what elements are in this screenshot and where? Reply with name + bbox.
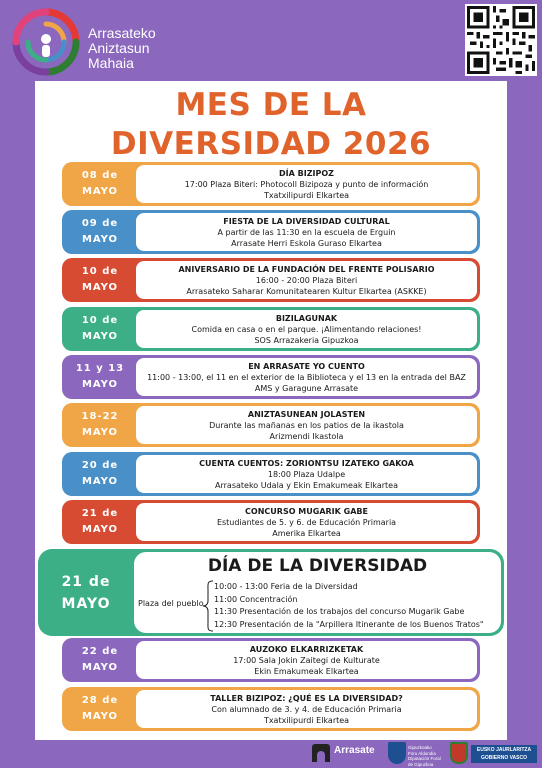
date-day: 28 de: [81, 695, 119, 706]
date-day: 10 de: [81, 315, 119, 326]
event-organizer: Arrasateko Udala y Ekin Emakumeak Elkartea: [215, 480, 398, 490]
euskadi-line: GOBIERNO VASCO: [480, 755, 528, 761]
schedule-item: 10:00 - 13:00 Feria de la Diversidad: [214, 582, 358, 591]
event-row: [62, 210, 480, 254]
event-row: [62, 307, 480, 351]
event-name: FIESTA DE LA DIVERSIDAD CULTURAL: [223, 216, 390, 226]
event-date: [62, 258, 138, 302]
event-date: [62, 307, 138, 351]
event-details: [136, 310, 477, 348]
event-name: AUZOKO ELKARRIZKETAK: [249, 644, 364, 654]
event-date: [62, 210, 138, 254]
event-organizer: Arizmendi Ikastola: [269, 431, 344, 441]
event-row: [62, 500, 480, 544]
event-details: [136, 165, 477, 203]
diversity-ring-logo: [10, 6, 82, 78]
event-row: [62, 355, 480, 399]
arrasate-logo: [312, 742, 384, 766]
poster-title-line-2: DIVERSIDAD 2026: [110, 126, 432, 162]
event-details: [136, 455, 477, 493]
event-row: [62, 403, 480, 447]
main-event-date: [38, 549, 134, 636]
event-date: [62, 500, 138, 544]
event-row: [62, 687, 480, 731]
event-name: CUENTA CUENTOS: ZORIONTSU IZATEKO GAKOA: [199, 458, 414, 468]
qr-code-icon[interactable]: [465, 4, 537, 76]
event-date: [62, 162, 138, 206]
main-event-body: [134, 552, 501, 633]
euskadi-line: EUSKO JAURLARITZA: [476, 747, 532, 753]
date-month: MAYO: [81, 524, 119, 535]
event-date: [62, 452, 138, 496]
event-date: [62, 355, 138, 399]
arrasate-arch-icon: [312, 744, 330, 762]
date-month: MAYO: [81, 282, 119, 293]
event-info: 18:00 Plaza Udalpe: [267, 469, 346, 479]
event-date: [62, 638, 138, 682]
event-details: [136, 503, 477, 541]
event-date: [62, 403, 138, 447]
event-name: CONCURSO MUGARIK GABE: [245, 506, 368, 516]
basque-arms-icon: [450, 742, 468, 764]
eusko-jaurlaritza-label: [471, 745, 537, 763]
event-organizer: Txatxilipurdi Elkartea: [263, 190, 350, 200]
event-info: 11:00 - 13:00, el 11 en el exterior de la Biblioteca y el 13 en la entrada del BAZ: [147, 372, 466, 382]
event-name: DÍA BIZIPOZ: [279, 168, 334, 178]
event-organizer: Arrasate Herri Eskola Guraso Elkartea: [231, 238, 382, 248]
event-name: ANIZTASUNEAN JOLASTEN: [247, 409, 366, 419]
main-event-schedule: [214, 581, 484, 631]
curly-brace-icon: [202, 580, 214, 632]
event-info: 16:00 - 20:00 Plaza Biteri: [255, 275, 358, 285]
event-organizer: Amerika Elkartea: [272, 528, 341, 538]
event-row: [62, 162, 480, 206]
date-day: 21 de: [81, 508, 119, 519]
event-name: BIZILAGUNAK: [275, 313, 338, 323]
org-name-line: Mahaia: [88, 55, 134, 71]
event-row: [62, 452, 480, 496]
date-day: 18-22: [81, 411, 119, 422]
eusko-jaurlaritza-logo: [450, 742, 538, 766]
main-event-title: DÍA DE LA DIVERSIDAD: [207, 556, 428, 576]
organization-name: [88, 26, 156, 71]
event-row: [62, 258, 480, 302]
event-date: [62, 687, 138, 731]
event-organizer: AMS y Garagune Arrasate: [254, 383, 359, 393]
event-info: Estudiantes de 5. y 6. de Educación Primaria: [216, 517, 397, 527]
date-month: MAYO: [81, 331, 119, 342]
date-month: MAYO: [81, 186, 119, 197]
event-row: [62, 638, 480, 682]
event-info: Con alumnado de 3. y 4. de Educación Primaria: [211, 704, 402, 714]
date-day: 21 de: [61, 573, 111, 590]
date-day: 20 de: [81, 460, 119, 471]
sponsor-footer: [0, 740, 542, 768]
schedule-item: 11:00 Concentración: [214, 594, 298, 604]
event-info: Comida en casa o en el parque. ¡Alimentando relaciones!: [191, 324, 422, 334]
event-name: TALLER BIZIPOZ: ¿QUÉ ES LA DIVERSIDAD?: [210, 693, 403, 703]
event-info: Durante las mañanas en los patios de la ikastola: [209, 420, 404, 430]
organization-logo: [10, 6, 210, 78]
event-organizer: SOS Arrazakeria Gipuzkoa: [254, 335, 359, 345]
gipuzkoa-label: [408, 745, 441, 767]
event-organizer: Ekin Emakumeak Elkartea: [254, 666, 359, 676]
date-month: MAYO: [81, 711, 119, 722]
date-month: MAYO: [81, 427, 119, 438]
gipuzkoa-line: de Gipuzkoa: [408, 761, 434, 767]
event-details: [136, 213, 477, 251]
event-organizer: Arrasateko Saharar Komunitatearen Kultur Elkartea (ASKKE): [186, 286, 427, 296]
arrasate-label: Arrasate: [334, 745, 375, 756]
schedule-item: 11:30 Presentación de los trabajos del concurso Mugarik Gabe: [214, 607, 465, 616]
event-info: 17:00 Sala Jokin Zaitegi de Kulturate: [233, 655, 380, 665]
date-month: MAYO: [81, 379, 119, 390]
event-details: [136, 358, 477, 396]
date-month: MAYO: [81, 234, 119, 245]
event-organizer: Txatxilipurdi Elkartea: [263, 715, 350, 725]
event-info: A partir de las 11:30 en la escuela de Erguin: [217, 227, 396, 237]
schedule-item: 12:30 Presentación de la "Arpillera Itinerante de los Buenos Tratos": [214, 619, 484, 629]
org-name-line: Aniztasun: [88, 40, 150, 56]
gipuzkoa-logo: [388, 742, 446, 766]
event-details: [136, 406, 477, 444]
gipuzkoa-line: Gipuzkoako: [408, 745, 432, 750]
date-day: 09 de: [81, 218, 119, 229]
date-day: 08 de: [81, 170, 119, 181]
date-month: MAYO: [81, 476, 119, 487]
gipuzkoa-shield-icon: [388, 742, 406, 764]
event-details: [136, 690, 477, 728]
date-day: 10 de: [81, 266, 119, 277]
event-info: 17:00 Plaza Biteri: Photocoll Bizipoza y punto de información: [184, 179, 429, 189]
event-details: [136, 261, 477, 299]
event-name: ANIVERSARIO DE LA FUNDACIÓN DEL FRENTE POLISARIO: [178, 264, 435, 274]
date-day: 22 de: [81, 646, 119, 657]
date-month: MAYO: [81, 662, 119, 673]
main-event-card: [38, 549, 504, 636]
date-day: 11 y 13: [75, 363, 125, 374]
poster-title-line-1: MES DE LA: [175, 87, 367, 123]
event-details: [136, 641, 477, 679]
gipuzkoa-line: Diputación Foral: [408, 756, 441, 761]
main-event-place: Plaza del pueblo: [138, 599, 204, 608]
gipuzkoa-line: Foru Aldundia: [408, 750, 436, 756]
event-name: EN ARRASATE YO CUENTO: [248, 361, 365, 371]
org-name-line: Arrasateko: [88, 25, 156, 41]
date-month: MAYO: [61, 595, 111, 612]
